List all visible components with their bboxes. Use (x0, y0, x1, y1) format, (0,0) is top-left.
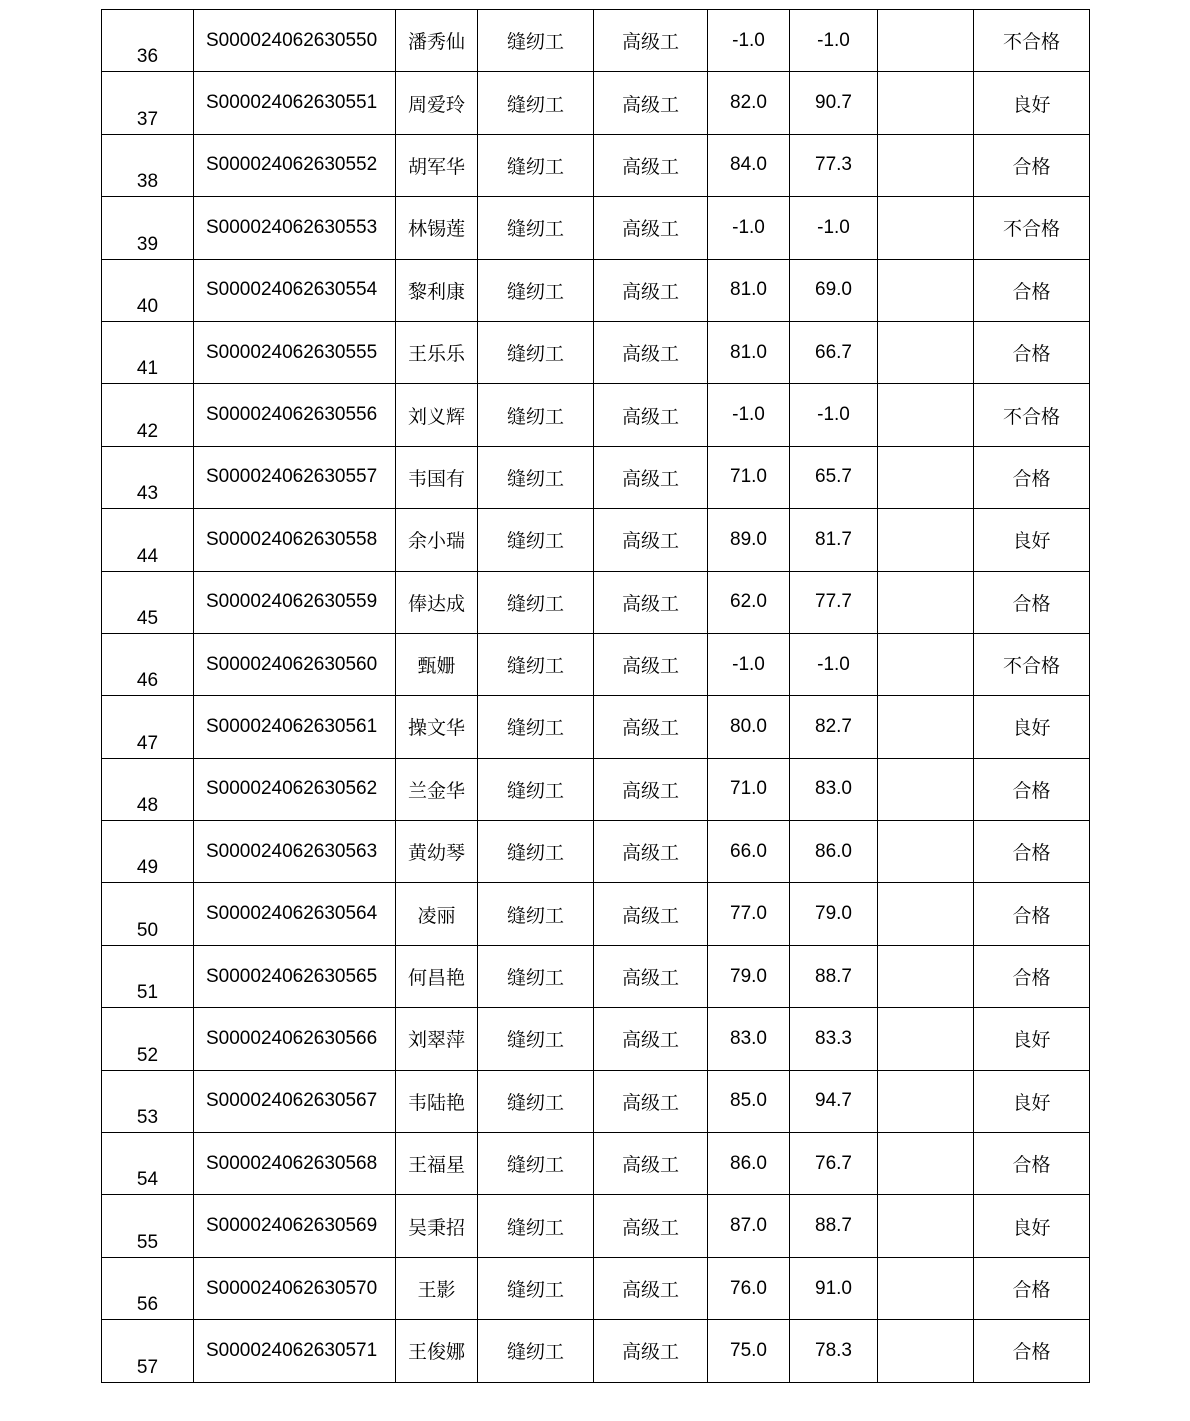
row-number-cell: 54 (102, 1133, 194, 1195)
level-cell: 高级工 (594, 259, 708, 321)
theory-score-cell: -1.0 (708, 197, 790, 259)
result-cell: 合格 (974, 1320, 1090, 1382)
empty-cell (878, 446, 974, 508)
practical-score-cell: 79.0 (790, 883, 878, 945)
practical-score-cell: 65.7 (790, 446, 878, 508)
theory-score-cell: 62.0 (708, 571, 790, 633)
theory-score-cell: -1.0 (708, 633, 790, 695)
theory-score-cell: 71.0 (708, 446, 790, 508)
theory-score-cell: 81.0 (708, 259, 790, 321)
trade-cell: 缝纫工 (478, 1257, 594, 1319)
candidate-name-cell: 甄姗 (396, 633, 478, 695)
trade-cell: 缝纫工 (478, 1070, 594, 1132)
trade-cell: 缝纫工 (478, 1133, 594, 1195)
exam-id-cell: S000024062630568 (194, 1133, 396, 1195)
candidate-name-cell: 操文华 (396, 696, 478, 758)
candidate-name-cell: 王福星 (396, 1133, 478, 1195)
theory-score-cell: 84.0 (708, 134, 790, 196)
practical-score-cell: 81.7 (790, 509, 878, 571)
result-cell: 合格 (974, 1133, 1090, 1195)
exam-id-cell: S000024062630562 (194, 758, 396, 820)
result-cell: 合格 (974, 1257, 1090, 1319)
table-row (102, 134, 1090, 196)
table-row (102, 72, 1090, 134)
result-cell: 良好 (974, 1070, 1090, 1132)
table-row (102, 1133, 1090, 1195)
exam-id-cell: S000024062630557 (194, 446, 396, 508)
empty-cell (878, 696, 974, 758)
table-row (102, 509, 1090, 571)
empty-cell (878, 571, 974, 633)
row-number-cell: 36 (102, 10, 194, 72)
empty-cell (878, 1133, 974, 1195)
practical-score-cell: 94.7 (790, 1070, 878, 1132)
trade-cell: 缝纫工 (478, 384, 594, 446)
table-row (102, 696, 1090, 758)
table-row (102, 446, 1090, 508)
exam-id-cell: S000024062630564 (194, 883, 396, 945)
theory-score-cell: 83.0 (708, 1008, 790, 1070)
level-cell: 高级工 (594, 1008, 708, 1070)
result-cell: 合格 (974, 883, 1090, 945)
exam-id-cell: S000024062630553 (194, 197, 396, 259)
trade-cell: 缝纫工 (478, 509, 594, 571)
theory-score-cell: 76.0 (708, 1257, 790, 1319)
result-cell: 合格 (974, 134, 1090, 196)
row-number-cell: 56 (102, 1257, 194, 1319)
exam-id-cell: S000024062630560 (194, 633, 396, 695)
practical-score-cell: -1.0 (790, 633, 878, 695)
exam-id-cell: S000024062630566 (194, 1008, 396, 1070)
theory-score-cell: 71.0 (708, 758, 790, 820)
table-row (102, 1195, 1090, 1257)
theory-score-cell: 75.0 (708, 1320, 790, 1382)
level-cell: 高级工 (594, 1070, 708, 1132)
level-cell: 高级工 (594, 1195, 708, 1257)
row-number-cell: 40 (102, 259, 194, 321)
result-cell: 合格 (974, 571, 1090, 633)
result-cell: 合格 (974, 321, 1090, 383)
empty-cell (878, 509, 974, 571)
theory-score-cell: 87.0 (708, 1195, 790, 1257)
result-cell: 合格 (974, 446, 1090, 508)
table-row (102, 1257, 1090, 1319)
theory-score-cell: 85.0 (708, 1070, 790, 1132)
empty-cell (878, 1257, 974, 1319)
table-row (102, 321, 1090, 383)
row-number-cell: 52 (102, 1008, 194, 1070)
practical-score-cell: -1.0 (790, 10, 878, 72)
table-row (102, 821, 1090, 883)
table-row (102, 259, 1090, 321)
level-cell: 高级工 (594, 571, 708, 633)
candidate-name-cell: 韦陆艳 (396, 1070, 478, 1132)
trade-cell: 缝纫工 (478, 945, 594, 1007)
result-cell: 良好 (974, 696, 1090, 758)
candidate-name-cell: 黎利康 (396, 259, 478, 321)
candidate-name-cell: 黄幼琴 (396, 821, 478, 883)
exam-id-cell: S000024062630563 (194, 821, 396, 883)
candidate-name-cell: 余小瑞 (396, 509, 478, 571)
practical-score-cell: 76.7 (790, 1133, 878, 1195)
result-cell: 不合格 (974, 10, 1090, 72)
row-number-cell: 41 (102, 321, 194, 383)
practical-score-cell: 77.7 (790, 571, 878, 633)
result-cell: 不合格 (974, 384, 1090, 446)
candidate-name-cell: 周爱玲 (396, 72, 478, 134)
theory-score-cell: 81.0 (708, 321, 790, 383)
result-cell: 良好 (974, 1008, 1090, 1070)
exam-id-cell: S000024062630570 (194, 1257, 396, 1319)
empty-cell (878, 321, 974, 383)
level-cell: 高级工 (594, 384, 708, 446)
exam-id-cell: S000024062630569 (194, 1195, 396, 1257)
level-cell: 高级工 (594, 633, 708, 695)
level-cell: 高级工 (594, 1320, 708, 1382)
empty-cell (878, 259, 974, 321)
candidate-name-cell: 何昌艳 (396, 945, 478, 1007)
level-cell: 高级工 (594, 72, 708, 134)
exam-id-cell: S000024062630552 (194, 134, 396, 196)
table-row (102, 945, 1090, 1007)
exam-id-cell: S000024062630551 (194, 72, 396, 134)
practical-score-cell: 82.7 (790, 696, 878, 758)
level-cell: 高级工 (594, 134, 708, 196)
empty-cell (878, 633, 974, 695)
trade-cell: 缝纫工 (478, 72, 594, 134)
trade-cell: 缝纫工 (478, 197, 594, 259)
level-cell: 高级工 (594, 321, 708, 383)
result-cell: 不合格 (974, 197, 1090, 259)
candidate-name-cell: 王影 (396, 1257, 478, 1319)
level-cell: 高级工 (594, 10, 708, 72)
candidate-name-cell: 王俊娜 (396, 1320, 478, 1382)
row-number-cell: 47 (102, 696, 194, 758)
trade-cell: 缝纫工 (478, 1008, 594, 1070)
row-number-cell: 39 (102, 197, 194, 259)
empty-cell (878, 384, 974, 446)
result-cell: 合格 (974, 259, 1090, 321)
level-cell: 高级工 (594, 197, 708, 259)
empty-cell (878, 1008, 974, 1070)
row-number-cell: 43 (102, 446, 194, 508)
practical-score-cell: 91.0 (790, 1257, 878, 1319)
result-cell: 合格 (974, 945, 1090, 1007)
row-number-cell: 48 (102, 758, 194, 820)
candidate-name-cell: 凌丽 (396, 883, 478, 945)
candidate-name-cell: 胡军华 (396, 134, 478, 196)
practical-score-cell: 90.7 (790, 72, 878, 134)
level-cell: 高级工 (594, 883, 708, 945)
theory-score-cell: 89.0 (708, 509, 790, 571)
table-row (102, 384, 1090, 446)
exam-id-cell: S000024062630556 (194, 384, 396, 446)
empty-cell (878, 72, 974, 134)
table-row (102, 571, 1090, 633)
theory-score-cell: -1.0 (708, 10, 790, 72)
trade-cell: 缝纫工 (478, 1195, 594, 1257)
exam-id-cell: S000024062630565 (194, 945, 396, 1007)
empty-cell (878, 197, 974, 259)
exam-id-cell: S000024062630561 (194, 696, 396, 758)
level-cell: 高级工 (594, 446, 708, 508)
level-cell: 高级工 (594, 696, 708, 758)
empty-cell (878, 1195, 974, 1257)
table-row (102, 197, 1090, 259)
trade-cell: 缝纫工 (478, 446, 594, 508)
result-cell: 合格 (974, 758, 1090, 820)
level-cell: 高级工 (594, 509, 708, 571)
level-cell: 高级工 (594, 1257, 708, 1319)
practical-score-cell: -1.0 (790, 384, 878, 446)
level-cell: 高级工 (594, 758, 708, 820)
level-cell: 高级工 (594, 1133, 708, 1195)
theory-score-cell: 86.0 (708, 1133, 790, 1195)
row-number-cell: 42 (102, 384, 194, 446)
empty-cell (878, 1070, 974, 1132)
theory-score-cell: 77.0 (708, 883, 790, 945)
candidate-name-cell: 潘秀仙 (396, 10, 478, 72)
practical-score-cell: 88.7 (790, 945, 878, 1007)
table-row (102, 758, 1090, 820)
trade-cell: 缝纫工 (478, 134, 594, 196)
row-number-cell: 57 (102, 1320, 194, 1382)
trade-cell: 缝纫工 (478, 883, 594, 945)
practical-score-cell: -1.0 (790, 197, 878, 259)
trade-cell: 缝纫工 (478, 633, 594, 695)
empty-cell (878, 945, 974, 1007)
theory-score-cell: 82.0 (708, 72, 790, 134)
table-row (102, 1320, 1090, 1382)
exam-id-cell: S000024062630555 (194, 321, 396, 383)
theory-score-cell: 79.0 (708, 945, 790, 1007)
empty-cell (878, 883, 974, 945)
candidate-name-cell: 兰金华 (396, 758, 478, 820)
row-number-cell: 51 (102, 945, 194, 1007)
candidate-name-cell: 韦国有 (396, 446, 478, 508)
empty-cell (878, 821, 974, 883)
trade-cell: 缝纫工 (478, 321, 594, 383)
theory-score-cell: -1.0 (708, 384, 790, 446)
candidate-name-cell: 吴秉招 (396, 1195, 478, 1257)
candidate-name-cell: 刘义辉 (396, 384, 478, 446)
row-number-cell: 44 (102, 509, 194, 571)
result-cell: 合格 (974, 821, 1090, 883)
table-row (102, 10, 1090, 72)
trade-cell: 缝纫工 (478, 821, 594, 883)
exam-id-cell: S000024062630550 (194, 10, 396, 72)
row-number-cell: 49 (102, 821, 194, 883)
row-number-cell: 46 (102, 633, 194, 695)
theory-score-cell: 80.0 (708, 696, 790, 758)
theory-score-cell: 66.0 (708, 821, 790, 883)
practical-score-cell: 86.0 (790, 821, 878, 883)
trade-cell: 缝纫工 (478, 259, 594, 321)
trade-cell: 缝纫工 (478, 10, 594, 72)
level-cell: 高级工 (594, 821, 708, 883)
candidate-name-cell: 林锡莲 (396, 197, 478, 259)
level-cell: 高级工 (594, 945, 708, 1007)
row-number-cell: 53 (102, 1070, 194, 1132)
candidate-name-cell: 刘翠萍 (396, 1008, 478, 1070)
practical-score-cell: 77.3 (790, 134, 878, 196)
result-cell: 良好 (974, 509, 1090, 571)
empty-cell (878, 134, 974, 196)
row-number-cell: 50 (102, 883, 194, 945)
trade-cell: 缝纫工 (478, 1320, 594, 1382)
candidate-name-cell: 王乐乐 (396, 321, 478, 383)
exam-id-cell: S000024062630559 (194, 571, 396, 633)
table-row (102, 883, 1090, 945)
practical-score-cell: 88.7 (790, 1195, 878, 1257)
table-row (102, 633, 1090, 695)
empty-cell (878, 10, 974, 72)
empty-cell (878, 1320, 974, 1382)
trade-cell: 缝纫工 (478, 571, 594, 633)
practical-score-cell: 83.0 (790, 758, 878, 820)
exam-id-cell: S000024062630554 (194, 259, 396, 321)
table-row (102, 1070, 1090, 1132)
result-cell: 不合格 (974, 633, 1090, 695)
exam-id-cell: S000024062630571 (194, 1320, 396, 1382)
practical-score-cell: 69.0 (790, 259, 878, 321)
trade-cell: 缝纫工 (478, 696, 594, 758)
empty-cell (878, 758, 974, 820)
row-number-cell: 45 (102, 571, 194, 633)
practical-score-cell: 78.3 (790, 1320, 878, 1382)
table-body (102, 10, 1090, 1383)
result-cell: 良好 (974, 72, 1090, 134)
exam-id-cell: S000024062630558 (194, 509, 396, 571)
trade-cell: 缝纫工 (478, 758, 594, 820)
candidate-name-cell: 俸达成 (396, 571, 478, 633)
results-table (101, 9, 1090, 1383)
practical-score-cell: 83.3 (790, 1008, 878, 1070)
row-number-cell: 37 (102, 72, 194, 134)
practical-score-cell: 66.7 (790, 321, 878, 383)
result-cell: 良好 (974, 1195, 1090, 1257)
row-number-cell: 55 (102, 1195, 194, 1257)
exam-id-cell: S000024062630567 (194, 1070, 396, 1132)
row-number-cell: 38 (102, 134, 194, 196)
table-row (102, 1008, 1090, 1070)
